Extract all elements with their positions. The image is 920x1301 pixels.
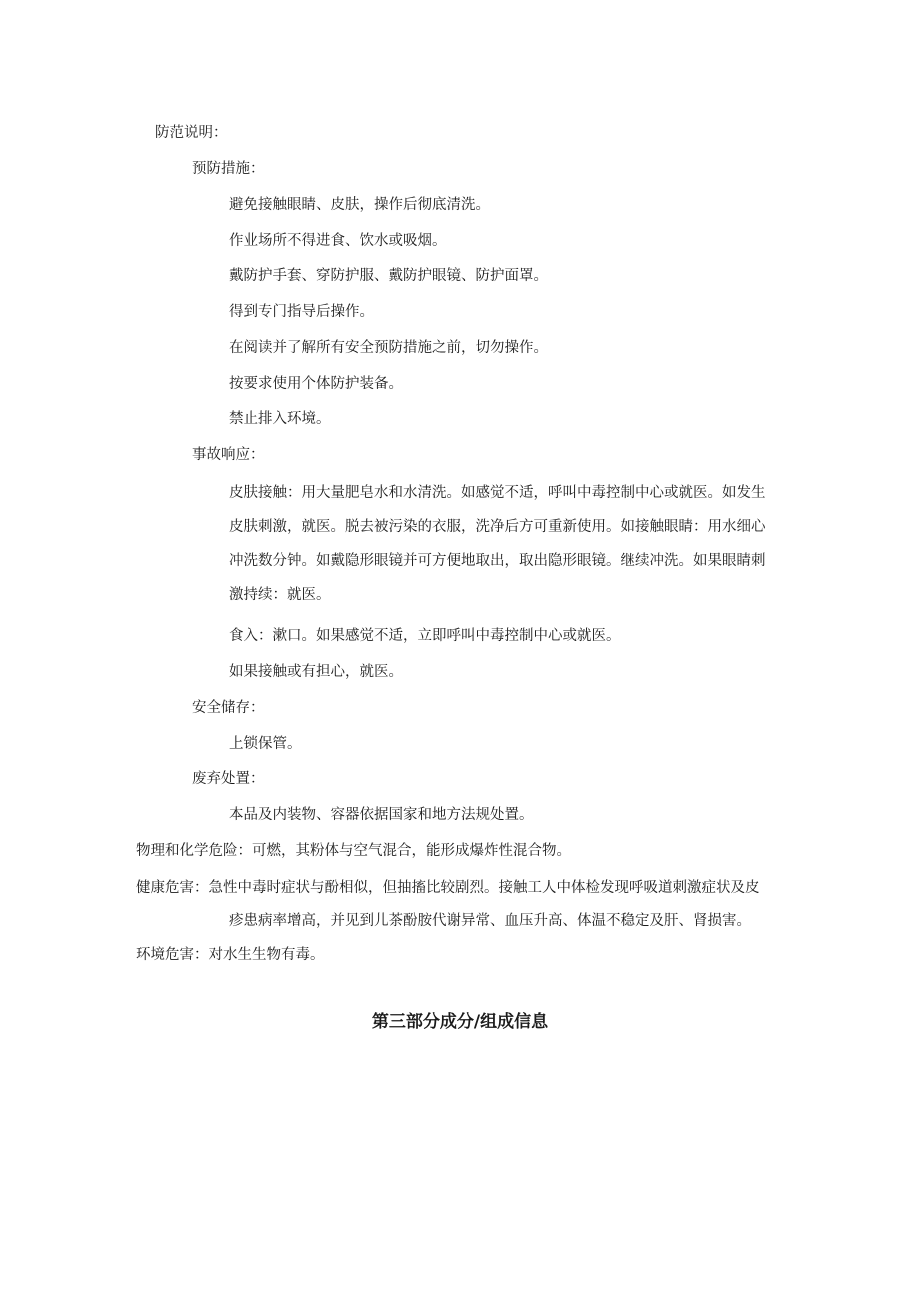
- disposal-title: 废弃处置：: [192, 771, 265, 787]
- response-exposed: 如果接触或有担心，就医。: [229, 664, 403, 680]
- prevention-item: 按要求使用个体防护装备。: [229, 376, 403, 392]
- prevention-item: 禁止排入环境。: [229, 411, 331, 427]
- prevention-item: 作业场所不得进食、饮水或吸烟。: [229, 233, 447, 249]
- response-ingestion: 食入：漱口。如果感觉不适，立即呼叫中毒控制中心或就医。: [229, 628, 621, 644]
- storage-item: 上锁保管。: [229, 736, 302, 752]
- prevention-item: 戴防护手套、穿防护服、戴防护眼镜、防护面罩。: [229, 268, 548, 284]
- health-hazard-line: 健康危害：急性中毒时症状与酚相似，但抽搐比较剧烈。接触工人中体检发现呼吸道刺激症状及皮: [136, 880, 760, 896]
- disposal-item: 本品及内装物、容器依据国家和地方法规处置。: [229, 807, 534, 823]
- response-title: 事故响应：: [192, 447, 265, 463]
- prevention-item: 在阅读并了解所有安全预防措施之前，切勿操作。: [229, 340, 548, 356]
- response-skin-line: 冲洗数分钟。如戴隐形眼镜并可方便地取出，取出隐形眼镜。继续冲洗。如果眼睛刺: [229, 553, 766, 569]
- environment-hazard: 环境危害：对水生生物有毒。: [136, 947, 325, 963]
- health-hazard-line: 疹患病率增高，并见到儿茶酚胺代谢异常、血压升高、体温不稳定及肝、肾损害。: [229, 913, 751, 929]
- prevention-title: 预防措施：: [192, 161, 265, 177]
- response-skin-line: 激持续：就医。: [229, 587, 331, 603]
- response-skin-line: 皮肤接触：用大量肥皂水和水清洗。如感觉不适，呼叫中毒控制中心或就医。如发生: [229, 485, 766, 501]
- section-3-heading: 第三部分成分/组成信息: [371, 1012, 549, 1032]
- response-skin-line: 皮肤刺激，就医。脱去被污染的衣服，洗净后方可重新使用。如接触眼睛：用水细心: [229, 519, 766, 535]
- prevention-item: 避免接触眼睛、皮肤，操作后彻底清洗。: [229, 197, 490, 213]
- prevention-item: 得到专门指导后操作。: [229, 304, 374, 320]
- physical-hazard: 物理和化学危险：可燃，其粉体与空气混合，能形成爆炸性混合物。: [136, 843, 571, 859]
- precaution-title: 防范说明：: [155, 125, 228, 141]
- storage-title: 安全储存：: [192, 700, 265, 716]
